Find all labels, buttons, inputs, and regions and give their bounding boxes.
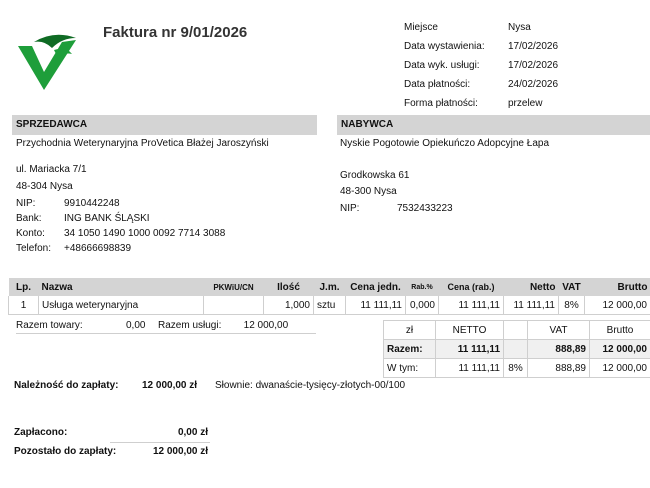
col-header: J.m. <box>314 278 346 296</box>
summary-cell <box>504 340 528 359</box>
buyer-name: Nyskie Pogotowie Opiekuńczo Adopcyjne Łapa <box>340 138 550 149</box>
col-header: Nazwa <box>39 278 204 296</box>
seller-phone-label: Telefon: <box>16 243 52 254</box>
services-total-row <box>158 320 288 331</box>
meta-label: Forma płatności: <box>404 98 478 109</box>
buyer-nip: 7532433223 <box>397 203 453 214</box>
cell-name: Usługa weterynaryjna <box>39 296 204 315</box>
goods-total-value: 0,00 <box>126 320 146 331</box>
seller-phone: +48666698839 <box>64 243 132 254</box>
summary-cell: 12 000,00 <box>590 359 650 378</box>
buyer-heading: NABYWCA <box>337 115 650 135</box>
seller-nip: 9910442248 <box>64 198 120 209</box>
seller-nip-row <box>16 198 120 209</box>
summary-total-row <box>384 340 650 359</box>
buyer-street: Grodkowska 61 <box>340 170 410 181</box>
meta-value: 17/02/2026 <box>508 41 559 52</box>
summary-header: NETTO <box>436 321 504 340</box>
summary-header <box>504 321 528 340</box>
buyer-city: 48-300 Nysa <box>340 186 397 197</box>
col-header: Lp. <box>9 278 39 296</box>
seller-account: 34 1050 1490 1000 0092 7714 3088 <box>64 228 226 239</box>
meta-value: przelew <box>508 98 543 109</box>
cell-lp: 1 <box>9 296 39 315</box>
seller-bank-label: Bank: <box>16 213 42 224</box>
seller-account-label: Konto: <box>16 228 45 239</box>
meta-value: 17/02/2026 <box>508 60 559 71</box>
buyer-nip-label: NIP: <box>340 203 360 214</box>
meta-label: Data płatności: <box>404 79 471 90</box>
buyer-nip-row <box>340 203 453 214</box>
meta-label: Data wyk. usługi: <box>404 60 480 71</box>
col-header: PKWiU/CN <box>204 278 264 296</box>
meta-label: Miejsce <box>404 22 438 33</box>
divider <box>16 333 316 334</box>
seller-bank-row <box>16 213 150 224</box>
meta-payment-date-row <box>404 79 558 98</box>
summary-cell: 888,89 <box>528 340 590 359</box>
meta-issue-date-row <box>404 41 558 60</box>
invoice-meta <box>404 22 558 117</box>
seller-nip-label: NIP: <box>16 198 36 209</box>
summary-header: Brutto <box>590 321 650 340</box>
col-header: Cena (rab.) <box>439 278 504 296</box>
divider <box>110 442 210 443</box>
meta-value: Nysa <box>508 22 531 33</box>
seller-city: 48-304 Nysa <box>16 181 73 192</box>
summary-cell: 11 111,11 <box>436 359 504 378</box>
cell-unit-price: 11 111,11 <box>346 296 406 315</box>
seller-account-row <box>16 228 225 239</box>
seller-heading: SPRZEDAWCA <box>12 115 317 135</box>
col-header: Rab.% <box>406 278 439 296</box>
summary-cell: 888,89 <box>528 359 590 378</box>
services-total-label: Razem usługi: <box>158 320 222 331</box>
cell-pkwiu <box>204 296 264 315</box>
vat-summary-table <box>383 320 650 378</box>
goods-total-row <box>16 320 145 331</box>
cell-discounted-price: 11 111,11 <box>439 296 504 315</box>
seller-street: ul. Mariacka 7/1 <box>16 164 87 175</box>
summary-header: VAT <box>528 321 590 340</box>
cell-quantity: 1,000 <box>264 296 314 315</box>
remaining-label: Pozostało do zapłaty: <box>14 446 117 457</box>
cell-net: 11 111,11 <box>504 296 559 315</box>
col-header: VAT <box>559 278 585 296</box>
summary-cell: 11 111,11 <box>436 340 504 359</box>
items-table <box>8 278 650 315</box>
amount-due-label: Należność do zapłaty: <box>14 380 119 391</box>
summary-header: zł <box>384 321 436 340</box>
table-row <box>9 296 650 315</box>
summary-cell: 12 000,00 <box>590 340 650 359</box>
cell-vat: 8% <box>559 296 585 315</box>
paid-label: Zapłacono: <box>14 427 68 438</box>
cell-unit: sztu <box>314 296 346 315</box>
cell-gross: 12 000,00 <box>585 296 650 315</box>
summary-cell: W tym: <box>384 359 436 378</box>
cell-discount: 0,000 <box>406 296 439 315</box>
paid-value: 0,00 zł <box>177 427 208 438</box>
meta-place-row <box>404 22 558 41</box>
col-header: Brutto <box>585 278 650 296</box>
clinic-logo-icon <box>14 28 84 98</box>
seller-phone-row <box>16 243 131 254</box>
summary-breakdown-row <box>384 359 650 378</box>
remaining-value: 12 000,00 zł <box>152 446 208 457</box>
col-header: Netto <box>504 278 559 296</box>
amount-due-value: 12 000,00 zł <box>142 380 198 391</box>
amount-in-words: Słownie: dwanaście-tysięcy-złotych-00/100 <box>215 380 406 391</box>
invoice-title: Faktura nr 9/01/2026 <box>103 24 248 41</box>
services-total-value: 12 000,00 <box>243 320 289 331</box>
items-header-row <box>9 278 650 296</box>
seller-bank: ING BANK ŚLĄSKI <box>64 213 150 224</box>
summary-header-row <box>384 321 650 340</box>
meta-value: 24/02/2026 <box>508 79 559 90</box>
meta-label: Data wystawienia: <box>404 41 485 52</box>
summary-cell: Razem: <box>384 340 436 359</box>
meta-service-date-row <box>404 60 558 79</box>
summary-cell: 8% <box>504 359 528 378</box>
col-header: Ilość <box>264 278 314 296</box>
seller-name: Przychodnia Weterynaryjna ProVetica Błażej Jaroszyński <box>16 138 269 149</box>
col-header: Cena jedn. <box>346 278 406 296</box>
goods-total-label: Razem towary: <box>16 320 83 331</box>
